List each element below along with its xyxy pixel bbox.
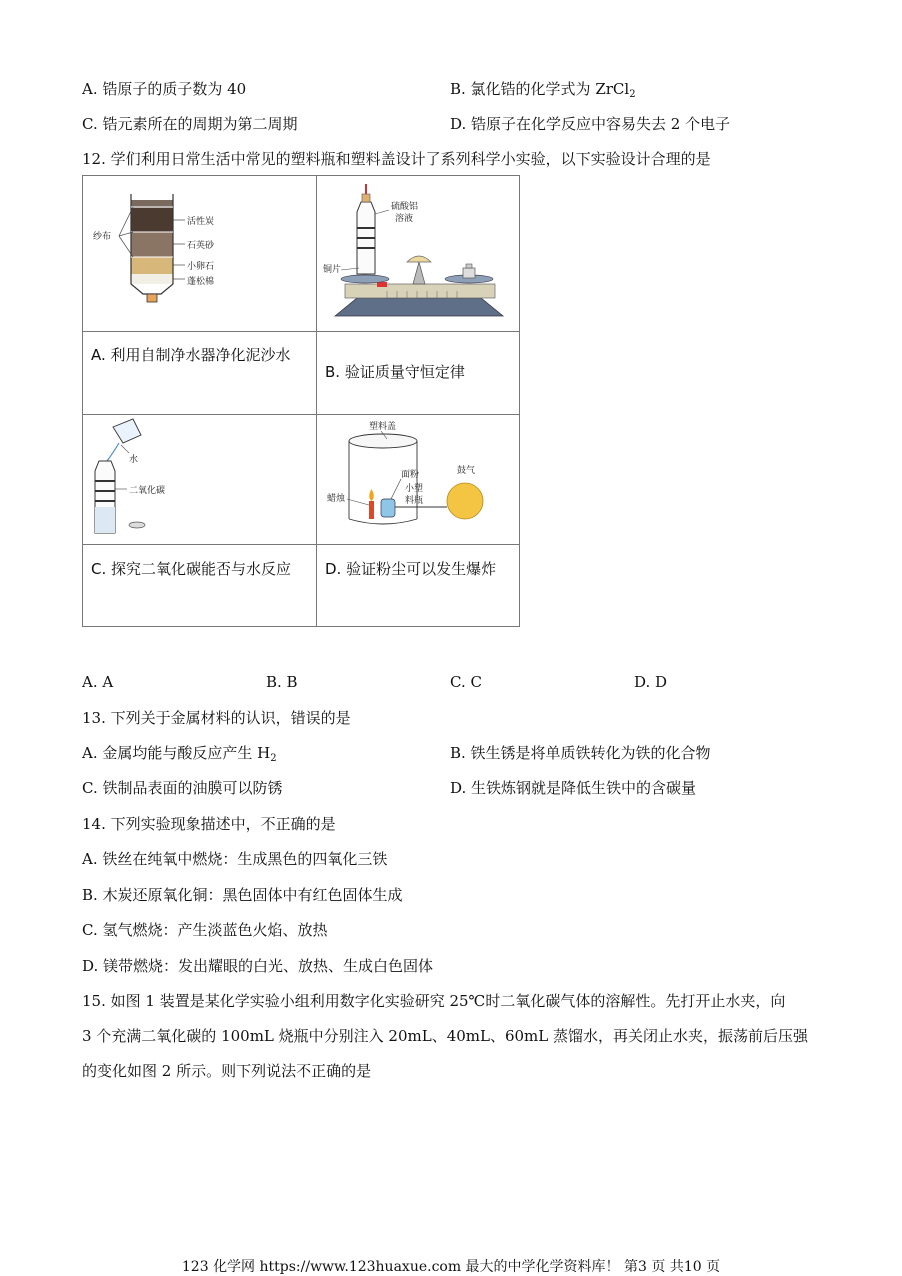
- label-quartz-sand: 石英砂: [187, 241, 215, 251]
- left-pan: [341, 275, 389, 283]
- table-divider: [83, 331, 519, 332]
- label-cotton: 蓬松棉: [187, 277, 215, 287]
- weight-knob: [466, 264, 472, 268]
- q14-option-a: A. 铁丝在纯氧中燃烧：生成黑色的四氧化三铁: [82, 850, 388, 868]
- balance-pointer: [413, 262, 425, 284]
- bottle-cap: [147, 294, 157, 302]
- q15-stem-line3: 的变化如图 2 所示。则下列说法不正确的是: [82, 1062, 372, 1080]
- label-candle: 蜡烛: [327, 494, 346, 504]
- q15-stem-line2: 3 个充满二氧化碳的 100mL 烧瓶中分别注入 20mL、40mL、60mL 蒸馏水，再关闭止水夹，振荡前后压强: [82, 1027, 809, 1045]
- q12-caption-c: C. 探究二氧化碳能否与水反应: [91, 560, 292, 578]
- water-beaker: [113, 419, 141, 443]
- q11-option-d: D. 锆原子在化学反应中容易失去 2 个电子: [450, 115, 731, 133]
- q12-caption-d: D. 验证粉尘可以发生爆炸: [325, 560, 497, 578]
- activated-carbon-layer: [131, 208, 173, 232]
- label-aluminum-sulfate: 硫酸铝: [391, 202, 419, 212]
- label-solution: 溶液: [395, 214, 414, 224]
- figure-co2-bottle: [83, 415, 316, 544]
- pointer-line: [341, 268, 359, 270]
- q12-answer-a: A. A: [82, 673, 114, 691]
- label-small-bottle-2: 料瓶: [405, 496, 424, 506]
- figure-water-purifier: [83, 176, 316, 331]
- bottle-cap: [362, 194, 370, 202]
- bottle-water: [95, 507, 115, 533]
- balance-beam: [345, 284, 495, 298]
- q14-option-c: C. 氢气燃烧：产生淡蓝色火焰、放热: [82, 921, 328, 939]
- pointer-line: [391, 479, 401, 499]
- q12-stem: 12. 学们利用日常生活中常见的塑料瓶和塑料盖设计了系列科学小实验，以下实验设计合理的是: [82, 150, 711, 168]
- air-bladder: [447, 483, 483, 519]
- q14-option-d: D. 镁带燃烧：发出耀眼的白光、放热、生成白色固体: [82, 957, 434, 975]
- q12-figure-table: [82, 175, 520, 627]
- q12-caption-a: A. 利用自制净水器净化泥沙水: [91, 346, 291, 364]
- table-divider: [83, 544, 519, 545]
- balance-scale-dial: [407, 256, 431, 262]
- label-small-bottle-1: 小塑: [405, 484, 424, 494]
- q13-option-d: D. 生铁炼钢就是降低生铁中的含碳量: [450, 779, 697, 797]
- label-gauze: 纱布: [93, 232, 112, 242]
- q14-option-b: B. 木炭还原氧化铜：黑色固体中有红色固体生成: [82, 886, 403, 904]
- q13-option-a: A. 金属均能与酸反应产生 $H_2$: [82, 744, 277, 764]
- label-water: 水: [129, 455, 139, 465]
- candle-flame: [369, 489, 374, 501]
- plastic-lid: [349, 434, 417, 448]
- figure-balance: [317, 176, 521, 331]
- pointer-line: [121, 445, 129, 453]
- label-plastic-lid: 塑料盖: [369, 422, 397, 432]
- water-stream: [107, 443, 119, 461]
- q11-option-a: A. 锆原子的质子数为 40: [82, 80, 247, 98]
- q12-answer-d: D. D: [634, 673, 668, 691]
- pointer-line: [375, 210, 389, 214]
- label-activated-carbon: 活性炭: [187, 217, 215, 227]
- pointer-line: [347, 499, 369, 505]
- q15-stem-line1: 15. 如图 1 装置是某化学实验小组利用数字化实验研究 25℃时二氧化碳气体的溶解性。先打开止水夹，向: [82, 992, 786, 1010]
- q12-caption-b: B. 验证质量守恒定律: [325, 363, 465, 381]
- quartz-sand-layer: [131, 232, 173, 257]
- small-plastic-bottle: [381, 499, 395, 517]
- q11-option-c: C. 锆元素所在的周期为第二周期: [82, 115, 298, 133]
- q11-option-b: B. 氯化锆的化学式为 ZrCl$_2$: [450, 80, 636, 100]
- figure-dust-explosion: [317, 415, 521, 544]
- q13-option-b: B. 铁生锈是将单质铁转化为铁的化合物: [450, 744, 711, 762]
- container-bottom: [349, 519, 417, 524]
- label-pebbles: 小卵石: [187, 262, 215, 272]
- q14-stem: 14. 下列实验现象描述中，不正确的是: [82, 815, 336, 833]
- q12-answer-b: B. B: [266, 673, 298, 691]
- candle: [369, 501, 374, 519]
- q13-option-c: C. 铁制品表面的油膜可以防锈: [82, 779, 283, 797]
- label-copper-sheet: 铜片: [323, 265, 342, 275]
- q13-stem: 13. 下列关于金属材料的认识，错误的是: [82, 709, 351, 727]
- page-footer: 123 化学网 https://www.123huaxue.com 最大的中学化学资料库！ 第3 页 共10 页: [181, 1259, 721, 1275]
- label-co2: 二氧化碳: [129, 486, 166, 496]
- label-flour: 面粉: [401, 470, 420, 480]
- pebble-layer: [131, 257, 173, 274]
- rider-weight: [377, 282, 387, 287]
- label-air-bladder: 鼓气: [457, 466, 476, 476]
- q12-answer-c: C. C: [450, 673, 482, 691]
- weight-block: [463, 268, 475, 278]
- balance-base: [335, 298, 503, 316]
- cotton-layer: [131, 274, 173, 284]
- bottle-cap: [129, 522, 145, 528]
